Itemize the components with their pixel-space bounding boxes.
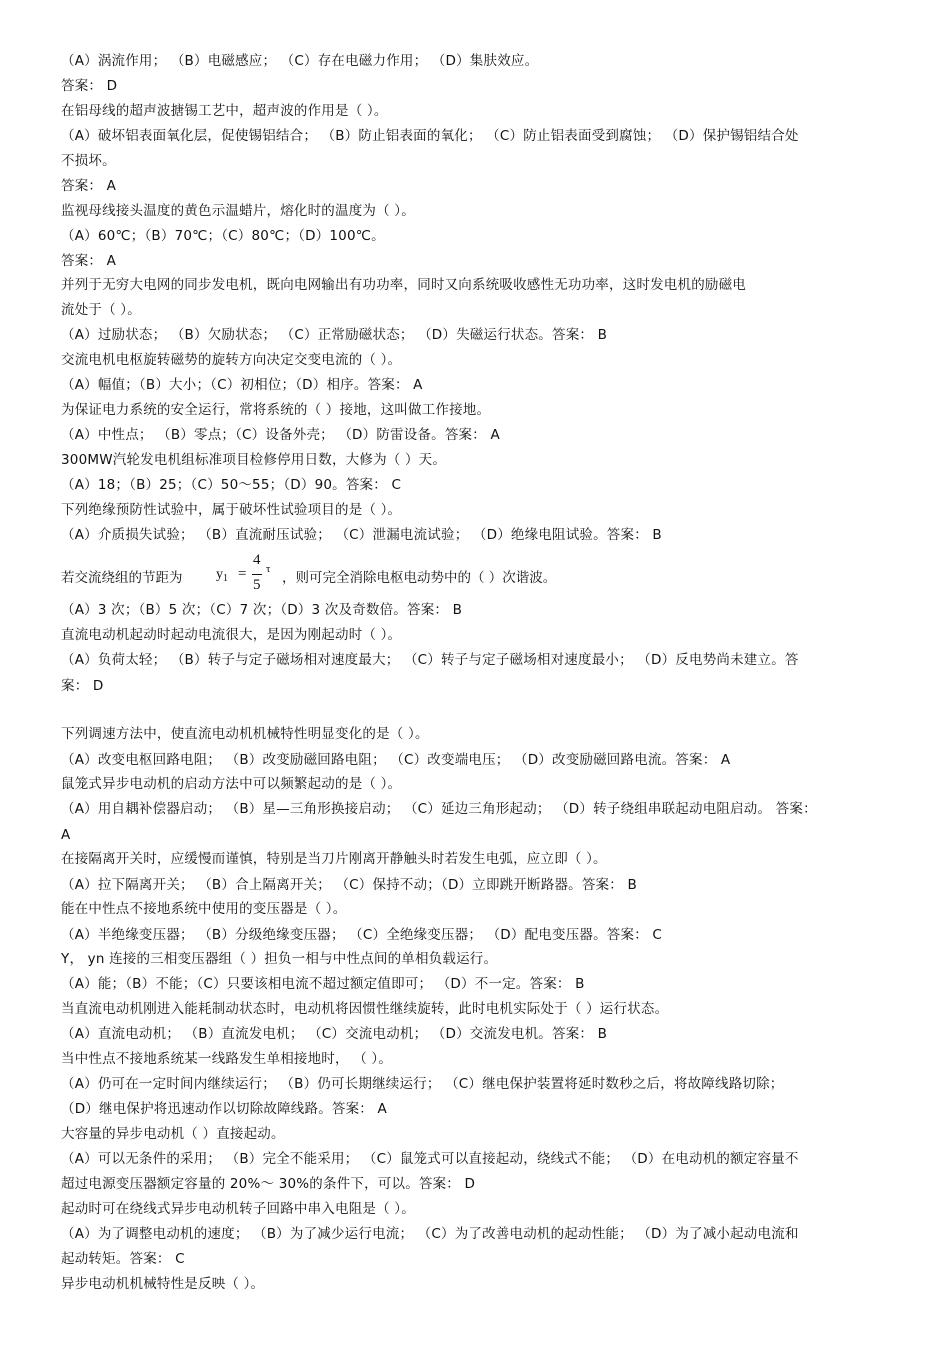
question-options: （A）幅值；（B）大小；（C）初相位；（D）相序。答案： A xyxy=(61,377,423,393)
fraction-bar xyxy=(252,574,262,575)
formula-question xyxy=(61,552,891,598)
question-stem: 当中性点不接地系统某一线路发生单相接地时， （ ）。 xyxy=(61,1051,393,1067)
formula-numerator: 4 xyxy=(253,552,261,568)
question-stem: 鼠笼式异步电动机的启动方法中可以频繁起动的是（ ）。 xyxy=(61,776,402,792)
question-options: 不损坏。 xyxy=(61,153,116,169)
question-stem: 交流电机电枢旋转磁势的旋转方向决定交变电流的（ ）。 xyxy=(61,352,402,368)
question-options: （A）18；（B）25；（C）50～55；（D）90。答案： C xyxy=(61,477,402,493)
question-options: （A）破坏铝表面氧化层，促使锡铝结合； （B）防止铝表面的氧化； （C）防止铝表面受到腐蚀； （D）保护锡铝结合处 xyxy=(61,128,799,144)
question-stem: 在铝母线的超声波搪锡工艺中，超声波的作用是（ ）。 xyxy=(61,103,388,119)
question-options: （A）拉下隔离开关； （B）合上隔离开关； （C）保持不动；（D）立即跳开断路器。答案： B xyxy=(61,877,637,893)
question-options: （A）改变电枢回路电阻； （B）改变励磁回路电阻； （C）改变端电压； （D）改变励磁回路电流。答案： A xyxy=(61,752,731,768)
question-stem: 为保证电力系统的安全运行，常将系统的（ ）接地，这叫做工作接地。 xyxy=(61,402,491,418)
question-stem: 流处于（ ）。 xyxy=(61,302,141,318)
question-stem: 下列绝缘预防性试验中，属于破坏性试验项目的是（ ）。 xyxy=(61,502,402,518)
question-stem: 大容量的异步电动机（ ）直接起动。 xyxy=(61,1126,285,1142)
answer-line: 答案： A xyxy=(61,178,117,194)
formula-equals: = xyxy=(238,566,247,582)
pitch-formula xyxy=(216,552,276,598)
formula-question-after: ，则可完全消除电枢电动势中的（ ）次谐波。 xyxy=(282,570,557,586)
question-stem: 300MW汽轮发电机组标准项目检修停用日数，大修为（ ）天。 xyxy=(61,452,447,468)
question-options: （A）3 次；（B）5 次；（C）7 次；（D）3 次及奇数倍。答案： B xyxy=(61,602,463,618)
question-options: （A）为了调整电动机的速度； （B）为了减少运行电流； （C）为了改善电动机的起动性能； （D）为了减小起动电流和 xyxy=(61,1226,799,1242)
question-options: （A）涡流作用； （B）电磁感应； （C）存在电磁力作用； （D）集肤效应。 xyxy=(61,53,539,69)
question-stem: 当直流电动机刚进入能耗制动状态时，电动机将因惯性继续旋转，此时电机实际处于（ ）运行状态。 xyxy=(61,1001,669,1017)
question-stem: 异步电动机机械特性是反映（ ）。 xyxy=(61,1276,265,1292)
question-options: （A）直流电动机； （B）直流发电机； （C）交流电动机； （D）交流发电机。答案： B xyxy=(61,1026,608,1042)
question-options: （A）半绝缘变压器； （B）分级绝缘变压器； （C）全绝缘变压器； （D）配电变压器。答案： C xyxy=(61,927,663,943)
question-options: （A）中性点； （B）零点；（C）设备外壳； （D）防雷设备。答案： A xyxy=(61,427,500,443)
answer-line: 起动转矩。答案： C xyxy=(61,1251,185,1267)
question-options: （A）可以无条件的采用； （B）完全不能采用； （C）鼠笼式可以直接起动，绕线式不能； （D）在电动机的额定容量不 xyxy=(61,1151,799,1167)
question-stem: 下列调速方法中，使直流电动机机械特性明显变化的是（ ）。 xyxy=(61,726,429,742)
answer-line: A xyxy=(61,827,71,843)
question-stem: 监视母线接头温度的黄色示温蜡片，熔化时的温度为（ ）。 xyxy=(61,203,415,219)
answer-line: 答案： D xyxy=(61,78,118,94)
answer-line: 答案： A xyxy=(61,253,117,269)
question-stem: Y， yn 连接的三相变压器组（ ）担负一相与中性点间的单相负载运行。 xyxy=(61,951,498,967)
question-options: （A）过励状态； （B）欠励状态； （C）正常励磁状态； （D）失磁运行状态。答案： B xyxy=(61,327,608,343)
formula-symbol: $y_1$ xyxy=(216,567,228,584)
question-stem: 并列于无穷大电网的同步发电机，既向电网输出有功功率，同时又向系统吸收感性无功功率，这时发电机的励磁电 xyxy=(61,277,746,293)
question-options: （D）继电保护将迅速动作以切除故障线路。答案： A xyxy=(61,1101,387,1117)
formula-tau: τ xyxy=(266,563,271,575)
question-options: 超过电源变压器额定容量的 20%～ 30%的条件下，可以。答案： D xyxy=(61,1176,476,1192)
formula-denominator: 5 xyxy=(253,577,261,593)
question-options: （A）60℃；（B）70℃；（C）80℃；（D）100℃。 xyxy=(61,228,385,244)
question-stem: 起动时可在绕线式异步电动机转子回路中串入电阻是（ ）。 xyxy=(61,1201,415,1217)
question-options: （A）负荷太轻； （B）转子与定子磁场相对速度最大； （C）转子与定子磁场相对速度最小； （D）反电势尚未建立。答 xyxy=(61,652,799,668)
question-options: （A）仍可在一定时间内继续运行； （B）仍可长期继续运行； （C）继电保护装置将延时数秒之后，将故障线路切除； xyxy=(61,1076,784,1092)
question-options: （A）用自耦补偿器启动； （B）星—三角形换接启动； （C）延边三角形起动； （D）转子绕组串联起动电阻启动。 答案： xyxy=(61,801,817,817)
question-stem: 能在中性点不接地系统中使用的变压器是（ ）。 xyxy=(61,901,347,917)
question-stem: 直流电动机起动时起动电流很大，是因为刚起动时（ ）。 xyxy=(61,627,402,643)
question-options: （A）介质损失试验； （B）直流耐压试验； （C）泄漏电流试验； （D）绝缘电阻试验。答案： B xyxy=(61,527,662,543)
formula-question-before: 若交流绕组的节距为 xyxy=(61,570,183,586)
question-options: （A）能；（B）不能；（C）只要该相电流不超过额定值即可； （D）不一定。答案： B xyxy=(61,976,585,992)
answer-line: 案： D xyxy=(61,678,104,694)
question-stem: 在接隔离开关时，应缓慢而谨慎，特别是当刀片刚离开静触头时若发生电弧，应立即（ ）。 xyxy=(61,851,607,867)
